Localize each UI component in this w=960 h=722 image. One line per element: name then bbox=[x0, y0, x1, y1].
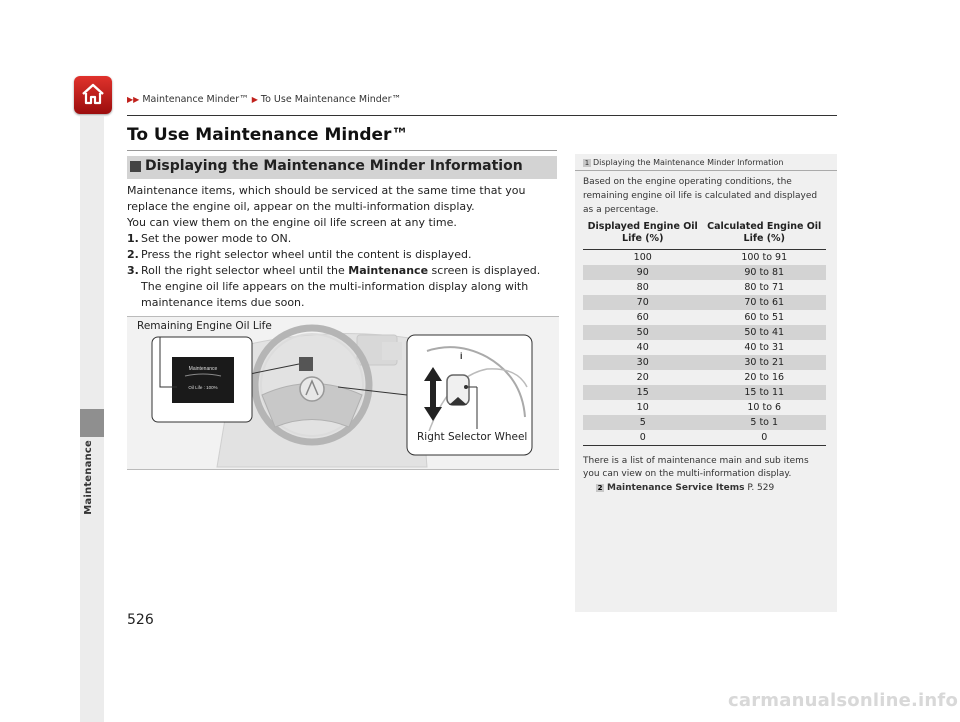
table-cell: 30 bbox=[583, 355, 702, 370]
breadcrumb-item[interactable]: To Use Maintenance Minder™ bbox=[260, 94, 402, 105]
table-cell: 10 bbox=[636, 402, 649, 413]
maintenance-service-items-link[interactable] bbox=[596, 483, 774, 493]
sidenote-intro: Based on the engine operating conditions, the remaining engine oil life is calculated and displayed as a percentage. bbox=[583, 177, 818, 215]
column-header: Calculated Engine Oil Life (%) bbox=[702, 219, 826, 250]
table-cell: 5 bbox=[583, 415, 702, 430]
table-cell: 60 to 51 bbox=[744, 312, 785, 323]
page-title: To Use Maintenance Minder™ bbox=[127, 125, 409, 145]
chapter-tab-marker[interactable] bbox=[80, 409, 104, 437]
screen-value: Oil Life : 100% bbox=[188, 385, 218, 390]
step-bold-term: Maintenance bbox=[348, 264, 429, 277]
table-row bbox=[583, 280, 826, 295]
table-cell: 20 bbox=[636, 372, 649, 383]
cross-reference-icon: 2 bbox=[597, 484, 603, 492]
table-row bbox=[583, 370, 826, 385]
step-number: 1. bbox=[127, 232, 139, 245]
selector-wheel-callout-label: Right Selector Wheel bbox=[417, 431, 528, 443]
step-item bbox=[127, 247, 559, 263]
sidenote-heading bbox=[583, 158, 783, 167]
step-text: Roll the right selector wheel until the bbox=[141, 264, 349, 277]
oil-life-callout-label: Remaining Engine Oil Life bbox=[137, 320, 272, 332]
step-number: 2. bbox=[127, 248, 139, 261]
table-row bbox=[583, 295, 826, 310]
table-cell: 5 to 1 bbox=[702, 415, 826, 430]
screen-title: Maintenance bbox=[188, 366, 218, 372]
sidenote-heading-text: Displaying the Maintenance Minder Information bbox=[593, 158, 784, 167]
note-marker-icon: 1 bbox=[584, 159, 590, 167]
table-cell: 100 bbox=[633, 252, 652, 263]
step-list bbox=[127, 231, 559, 311]
table-cell: 0 bbox=[702, 430, 826, 446]
dashboard-illustration bbox=[127, 316, 559, 470]
breadcrumb bbox=[127, 94, 401, 105]
table-row bbox=[583, 430, 826, 446]
table-row bbox=[583, 355, 826, 370]
table-cell: 70 to 61 bbox=[702, 295, 826, 310]
sidenote-footer: There is a list of maintenance main and sub items you can view on the multi-information display. bbox=[583, 456, 809, 479]
oil-life-table bbox=[583, 219, 826, 446]
table-cell: 80 bbox=[636, 282, 649, 293]
table-cell: 60 bbox=[636, 312, 649, 323]
step-item bbox=[127, 263, 559, 311]
table-row bbox=[583, 385, 826, 400]
table-row bbox=[583, 250, 826, 266]
step-text: Set the power mode to ON. bbox=[141, 232, 292, 245]
body-paragraph: Maintenance items, which should be serviced at the same time that you replace the engine oil, appear on the multi-information display. bbox=[127, 184, 526, 213]
table-row bbox=[583, 340, 826, 355]
table-cell: 80 to 71 bbox=[744, 282, 785, 293]
step-text: Press the right selector wheel until the content is displayed. bbox=[141, 248, 472, 261]
section-heading bbox=[127, 156, 557, 179]
table-cell: 20 to 16 bbox=[744, 372, 785, 383]
chapter-label: Maintenance bbox=[83, 440, 94, 515]
link-text[interactable]: Maintenance Service Items bbox=[607, 483, 745, 493]
mid-display-icon bbox=[172, 357, 234, 403]
header-divider bbox=[127, 115, 837, 116]
table-cell: 90 to 81 bbox=[702, 265, 826, 280]
title-divider bbox=[127, 150, 557, 151]
table-cell: 70 bbox=[583, 295, 702, 310]
step-number: 3. bbox=[127, 264, 139, 277]
square-bullet-icon bbox=[130, 161, 141, 172]
table-cell: 50 bbox=[583, 325, 702, 340]
table-cell: 15 bbox=[583, 385, 702, 400]
breadcrumb-arrow-icon: ▶▶ bbox=[127, 95, 140, 104]
table-header-row bbox=[583, 219, 826, 250]
table-cell: 90 bbox=[583, 265, 702, 280]
breadcrumb-arrow-icon: ▶ bbox=[251, 95, 258, 104]
home-icon bbox=[81, 82, 105, 106]
sidenote-divider bbox=[575, 170, 837, 171]
dashboard-drawing bbox=[127, 317, 559, 469]
table-row bbox=[583, 400, 826, 415]
table-row bbox=[583, 415, 826, 430]
table-cell: 0 bbox=[583, 430, 702, 446]
home-button[interactable] bbox=[74, 76, 112, 114]
table-row bbox=[583, 265, 826, 280]
column-header: Displayed Engine Oil Life (%) bbox=[583, 219, 702, 250]
table-row bbox=[583, 310, 826, 325]
table-cell: 40 to 31 bbox=[744, 342, 785, 353]
body-text bbox=[127, 183, 559, 311]
breadcrumb-item[interactable]: Maintenance Minder™ bbox=[142, 94, 249, 105]
link-page[interactable]: P. 529 bbox=[747, 483, 775, 493]
table-cell: 30 to 21 bbox=[702, 355, 826, 370]
step-text: screen is displayed. The engine oil life appears on the multi-information display along with maintenance items due soon. bbox=[141, 264, 541, 309]
table-cell: 100 to 91 bbox=[741, 252, 788, 263]
section-heading-text: Displaying the Maintenance Minder Information bbox=[145, 158, 523, 174]
table-cell: 10 to 6 bbox=[747, 402, 782, 413]
page-number: 526 bbox=[127, 612, 154, 628]
table-cell: 40 bbox=[636, 342, 649, 353]
info-icon: i bbox=[460, 351, 463, 361]
body-paragraph: You can view them on the engine oil life screen at any time. bbox=[127, 216, 457, 229]
table-cell: 15 to 11 bbox=[702, 385, 826, 400]
watermark: carmanualsonline.info bbox=[728, 690, 959, 711]
step-item bbox=[127, 231, 559, 247]
table-cell: 50 to 41 bbox=[702, 325, 826, 340]
table-row bbox=[583, 325, 826, 340]
